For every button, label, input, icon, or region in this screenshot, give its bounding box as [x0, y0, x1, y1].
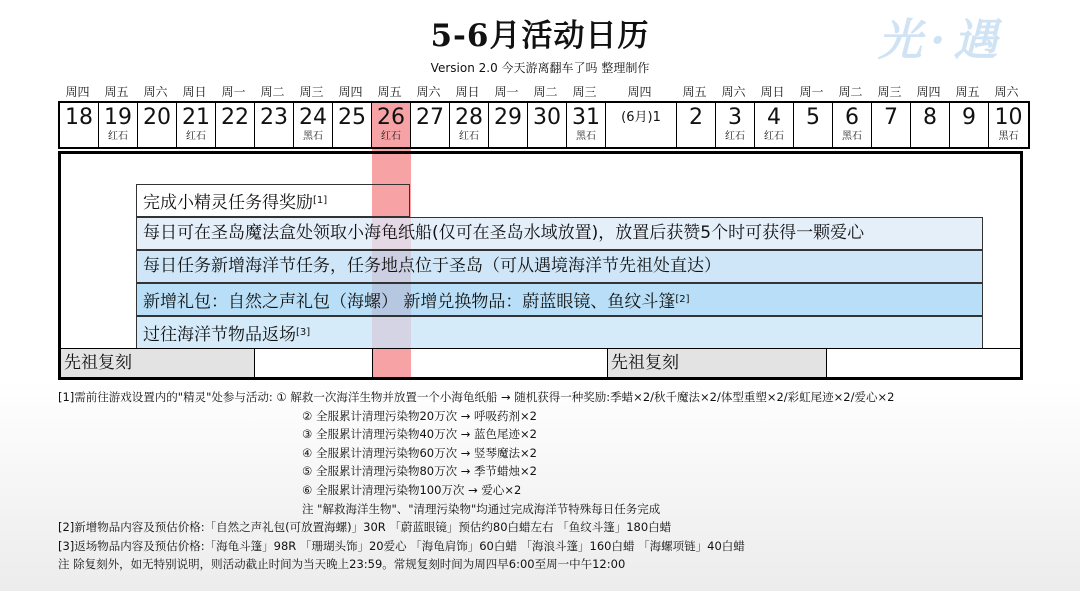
weekday-label: 周六	[416, 85, 441, 99]
event-bar-new-items	[136, 283, 983, 316]
date-number: 22	[221, 105, 249, 130]
date-cell	[755, 103, 794, 147]
weekday-label: 周日	[182, 85, 207, 99]
page-title: 5-6月活动日历	[430, 18, 650, 54]
date-cell	[872, 103, 911, 147]
date-number: 20	[143, 105, 171, 130]
date-number: 3	[728, 105, 742, 130]
event-text: 每日可在圣岛魔法盒处领取小海龟纸船(仅可在圣岛水域放置)，放置后获赞5个时可获得一颗爱心	[143, 223, 865, 243]
date-cell	[677, 103, 716, 147]
date-number: 9	[962, 105, 976, 130]
date-number: 4	[767, 105, 781, 130]
footnote-1-remark: 注 "解救海洋生物"、"清理污染物"均通过完成海洋节特殊每日任务完成	[302, 501, 661, 516]
date-cell	[177, 103, 216, 147]
rerun-block-1: 先祖复刻	[61, 349, 255, 377]
date-note: 红石	[381, 131, 401, 142]
date-cell	[216, 103, 255, 147]
weekday-label: 周日	[455, 85, 480, 99]
weekday-label: 周四	[627, 85, 652, 99]
date-note: 黑石	[303, 131, 323, 142]
date-number: 26	[377, 105, 405, 130]
date-note: 红石	[764, 131, 784, 142]
footnote-3: [3]返场物品内容及预估价格:「海龟斗篷」98R 「珊瑚头饰」20爱心 「海龟肩饰」60白蜡 「海浪斗篷」160白蜡 「海螺项链」40白蜡	[58, 538, 745, 553]
page-subtitle: Version 2.0 今天游离翻车了吗 整理制作	[430, 61, 650, 75]
footnotes	[58, 388, 1068, 574]
footnote-1-item: ② 全服累计清理污染物20万次 → 呼吸药剂×2	[302, 408, 537, 423]
date-cell	[255, 103, 294, 147]
date-number: 10	[994, 105, 1023, 130]
weekday-label: 周三	[877, 85, 902, 99]
date-cell	[372, 103, 411, 147]
weekday-label: 周五	[377, 85, 402, 99]
date-cell	[950, 103, 989, 147]
date-cell	[450, 103, 489, 147]
date-number: 29	[494, 105, 522, 130]
date-number: 6	[845, 105, 859, 130]
date-cell	[60, 103, 99, 147]
weekday-label: 周五	[682, 85, 707, 99]
general-remark: 注 除复刻外，如无特别说明，则活动截止时间为当天晚上23:59。常规复刻时间为周四早6:00至周一中午12:00	[58, 557, 626, 572]
weekday-label: 周一	[221, 85, 246, 99]
footnote-1-item: ⑥ 全服累计清理污染物100万次 → 爱心×2	[302, 482, 522, 497]
date-number: 23	[260, 105, 288, 130]
event-text: 新增礼包：自然之声礼包（海螺） 新增兑换物品：蔚蓝眼镜、鱼纹斗篷	[143, 292, 676, 312]
weekday-label: 周日	[760, 85, 785, 99]
weekday-label: 周六	[143, 85, 168, 99]
date-number: 7	[884, 105, 898, 130]
date-number: 28	[455, 105, 483, 130]
date-number: 2	[689, 105, 703, 130]
date-note: 红石	[108, 131, 128, 142]
date-cell	[528, 103, 567, 147]
weekday-label: 周六	[721, 85, 746, 99]
footnote-1-item: ③ 全服累计清理污染物40万次 → 蓝色尾迹×2	[302, 427, 537, 442]
weekday-header-row	[58, 83, 1026, 101]
date-cell	[99, 103, 138, 147]
event-bar-turtle-boat	[136, 217, 983, 250]
weekday-label: 周一	[494, 85, 519, 99]
date-cell	[606, 103, 677, 147]
date-cell	[333, 103, 372, 147]
event-bar-returning-items	[136, 316, 983, 349]
date-cell	[138, 103, 177, 147]
spirit-rerun-row	[61, 348, 1020, 378]
event-ref: [3]	[296, 327, 311, 338]
date-number: 18	[65, 105, 93, 130]
date-note: 红石	[186, 131, 206, 142]
weekday-label: 周三	[572, 85, 597, 99]
weekday-label: 周一	[799, 85, 824, 99]
date-header-row	[58, 101, 1030, 149]
date-number: 31	[572, 105, 600, 130]
date-cell	[794, 103, 833, 147]
date-note: 黑石	[576, 131, 596, 142]
date-cell	[567, 103, 606, 147]
footnote-2: [2]新增物品内容及预估价格:「自然之声礼包(可放置海螺)」30R 「蔚蓝眼镜」预估约80白蜡左右 「鱼纹斗篷」180白蜡	[58, 520, 672, 535]
weekday-label: 周四	[65, 85, 90, 99]
weekday-label: 周五	[955, 85, 980, 99]
footnote-1-item: ⑤ 全服累计清理污染物80万次 → 季节蜡烛×2	[302, 464, 537, 479]
event-bar-daily-task	[136, 250, 983, 283]
rerun-block-2: 先祖复刻	[607, 349, 827, 377]
weekday-label: 周二	[260, 85, 285, 99]
footnote-1: [1]需前往游戏设置内的"精灵"处参与活动: ① 解救一次海洋生物并放置一个小海龟纸船 → 随机获得一种奖励:季蜡×2/秋千魔法×2/体型重塑×2/彩虹尾迹×2/爱心×2	[58, 390, 895, 404]
date-number: 25	[338, 105, 366, 130]
weekday-label: 周六	[994, 85, 1019, 99]
date-cell	[716, 103, 755, 147]
weekday-label: 周五	[104, 85, 129, 99]
weekday-label: 周三	[299, 85, 324, 99]
weekday-label: 周二	[533, 85, 558, 99]
date-cell	[989, 103, 1028, 147]
event-text: 完成小精灵任务得奖励	[143, 193, 313, 213]
date-number: 27	[416, 105, 444, 130]
footnote-1-item: ④ 全服累计清理污染物60万次 → 竖琴魔法×2	[302, 445, 537, 460]
date-cell	[411, 103, 450, 147]
event-text: 每日任务新增海洋节任务，任务地点位于圣岛（可从遇境海洋节先祖处直达）	[143, 256, 721, 276]
date-note: 黑石	[842, 131, 862, 142]
weekday-label: 周四	[916, 85, 941, 99]
date-number: 30	[533, 105, 561, 130]
event-ref: [1]	[313, 195, 328, 206]
date-note: 红石	[725, 131, 745, 142]
date-number: 24	[299, 105, 327, 130]
game-logo: 光·遇	[878, 15, 1006, 66]
date-note: 黑石	[998, 131, 1019, 142]
date-number: 5	[806, 105, 820, 130]
date-note: 红石	[459, 131, 479, 142]
date-cell	[294, 103, 333, 147]
rerun-divider	[372, 349, 373, 377]
event-bar-spirit-task	[136, 184, 410, 217]
event-text: 过往海洋节物品返场	[143, 325, 296, 345]
date-number: 21	[182, 105, 210, 130]
date-number: 19	[104, 105, 132, 130]
weekday-label: 周四	[338, 85, 363, 99]
event-ref: [2]	[675, 294, 690, 305]
date-cell	[489, 103, 528, 147]
date-cell	[911, 103, 950, 147]
date-cell	[833, 103, 872, 147]
date-number: (6月)1	[621, 110, 661, 125]
date-number: 8	[923, 105, 937, 130]
weekday-label: 周二	[838, 85, 863, 99]
